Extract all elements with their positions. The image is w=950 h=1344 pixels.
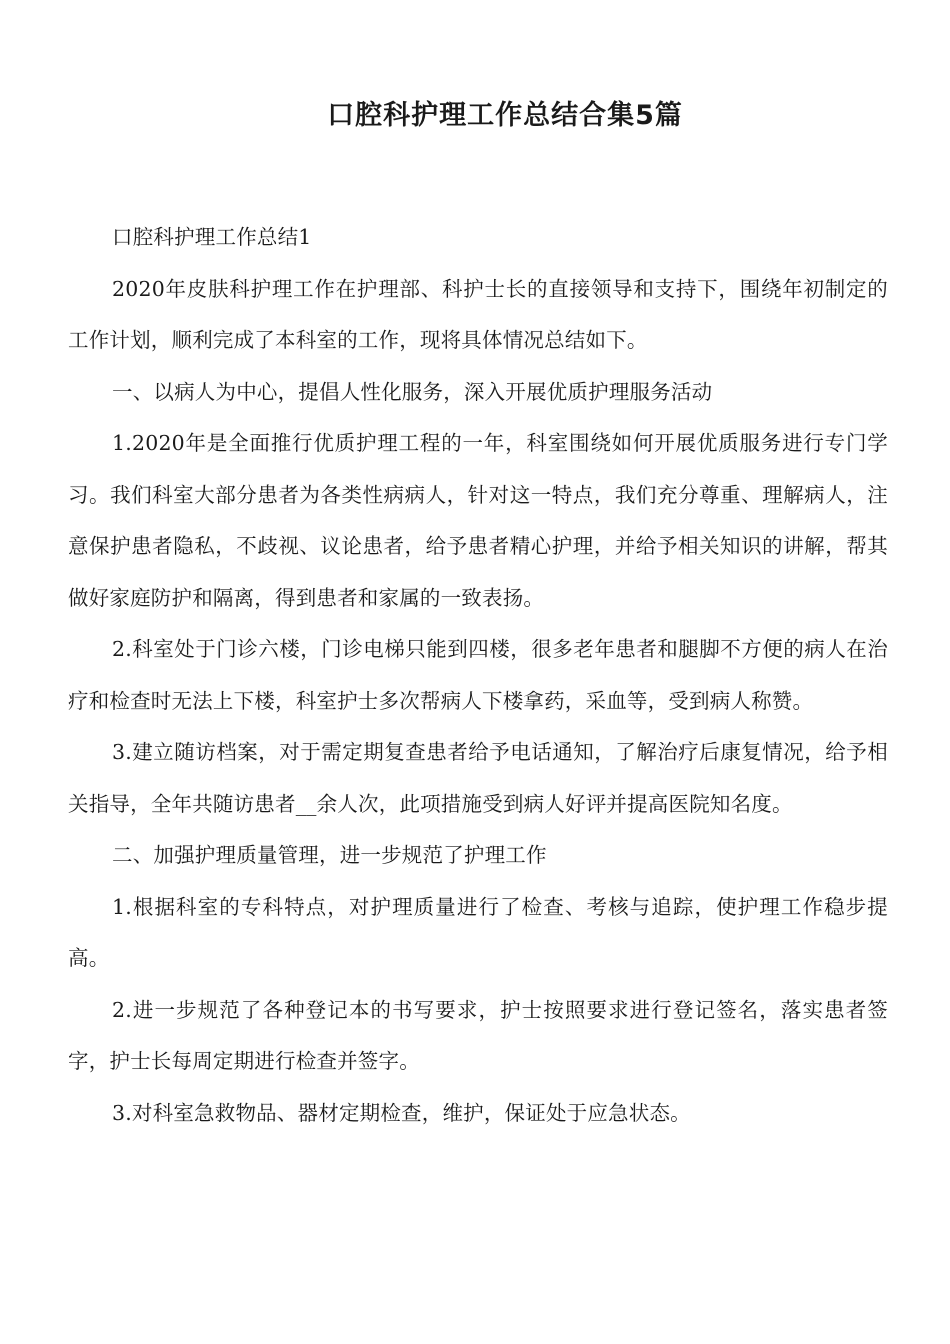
section-title: 口腔科护理工作总结1 [112, 225, 312, 249]
heading-section-one: 一、以病人为中心，提倡人性化服务，深入开展优质护理服务活动 [112, 379, 713, 404]
paragraph-intro: 2020年皮肤科护理工作在护理部、科护士长的直接领导和支持下，围绕年初制定的工作计划，顺利完成了本科室的工作，现将具体情况总结如下。 [68, 276, 888, 352]
paragraph-1-1: 1.2020年是全面推行优质护理工程的一年，科室围绕如何开展优质服务进行专门学习。我们科室大部分患者为各类性病病人，针对这一特点，我们充分尊重、理解病人，注意保护患者隐私，不歧视、议论患者，给予患者精心护理，并给予相关知识的讲解，帮其做好家庭防护和隔离，得到患者和家属的一致表扬。 [68, 431, 888, 610]
document-body [68, 212, 888, 1139]
heading-section-two: 二、加强护理质量管理，进一步规范了护理工作 [112, 843, 547, 867]
paragraph-1-2: 2.科室处于门诊六楼，门诊电梯只能到四楼，很多老年患者和腿脚不方便的病人在治疗和检查时无法上下楼，科室护士多次帮病人下楼拿药，采血等，受到病人称赞。 [68, 637, 888, 713]
paragraph-1-3: 3.建立随访档案，对于需定期复查患者给予电话通知，了解治疗后康复情况，给予相关指导，全年共随访患者__余人次，此项措施受到病人好评并提高医院知名度。 [68, 740, 888, 816]
paragraph-2-2: 2.进一步规范了各种登记本的书写要求，护士按照要求进行登记签名，落实患者签字，护士长每周定期进行检查并签字。 [68, 997, 888, 1073]
paragraph-2-1: 1.根据科室的专科特点，对护理质量进行了检查、考核与追踪，使护理工作稳步提高。 [68, 894, 888, 970]
document-title: 口腔科护理工作总结合集5篇 [327, 100, 683, 131]
paragraph-2-3: 3.对科室急救物品、器材定期检查，维护，保证处于应急状态。 [112, 1100, 691, 1125]
